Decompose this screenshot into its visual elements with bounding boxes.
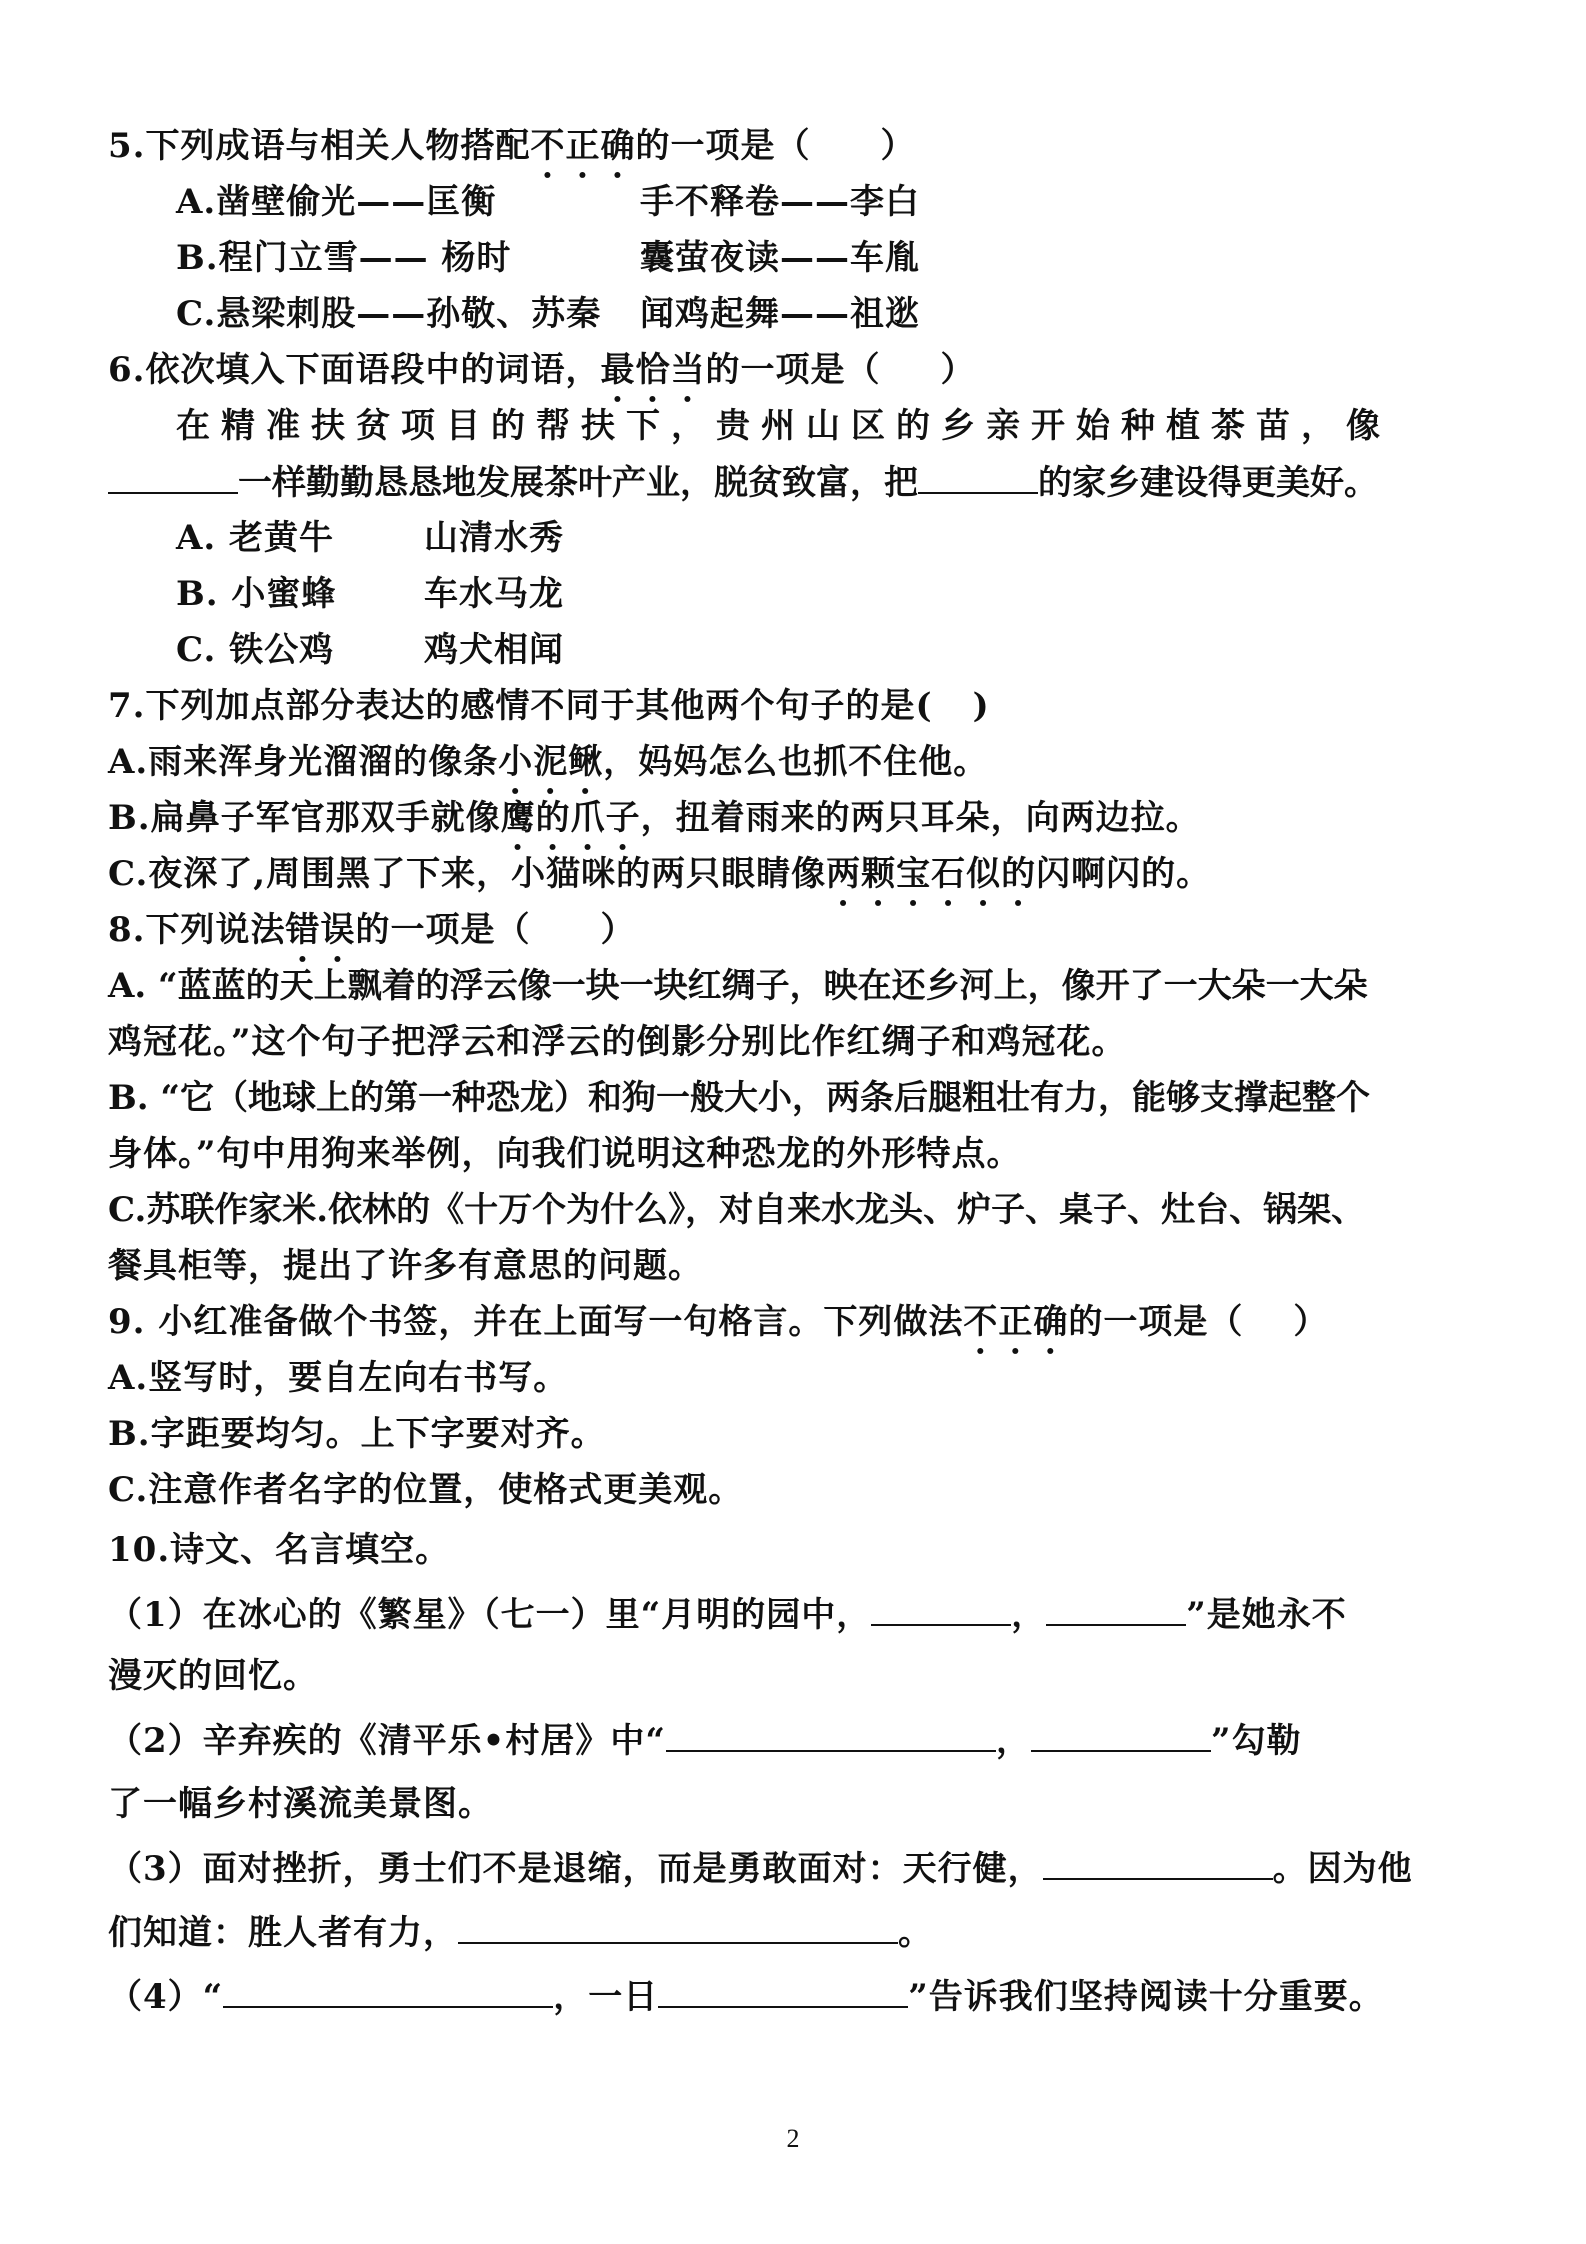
q9-stem-text-2: 的一项是（: [1068, 1302, 1244, 1342]
q7-c-emphasis: 两颗宝石似的: [826, 854, 1037, 894]
fill-blank[interactable]: [658, 1976, 908, 2008]
q10-2-text-2: ”勾勒: [1210, 1721, 1302, 1761]
q7-option-c: [108, 854, 1211, 914]
q7-a-text: A.雨来浑身光溜溜的像条: [108, 742, 499, 782]
q7-stem-close: ): [972, 686, 990, 726]
fill-blank[interactable]: [1043, 1848, 1273, 1880]
q7-a-text-2: ，妈妈怎么也抓不住他。: [603, 742, 989, 782]
q10-4-text-2: ，一日: [553, 1977, 659, 2017]
q6-passage-line-2: [108, 462, 1378, 503]
q6-stem-emphasis: 最恰当: [600, 350, 706, 390]
q6-option-a-value: 山清水秀: [424, 518, 564, 558]
q5-stem-text: 5.下列成语与相关人物搭配: [108, 126, 531, 166]
fill-blank[interactable]: [1031, 1720, 1211, 1752]
q10-2-comma: ，: [995, 1721, 1031, 1761]
q6-stem-text: 6.依次填入下面语段中的词语，: [108, 350, 601, 390]
q10-1-comma: ，: [1011, 1595, 1047, 1635]
fill-blank[interactable]: [918, 462, 1038, 494]
q6-option-c-value: 鸡犬相闻: [424, 630, 564, 670]
q10-item-4: [108, 1976, 1384, 2017]
q6-option-b-value: 车水马龙: [424, 574, 564, 614]
q6-stem-close: ）: [940, 350, 976, 390]
q10-item-3-line-2: [108, 1912, 933, 1953]
q8-option-c-line-2: 餐具柜等，提出了许多有意思的问题。: [108, 1246, 703, 1286]
q6-stem-text-2: 的一项是（: [705, 350, 881, 390]
q5-stem-emphasis: 不正确: [530, 126, 636, 166]
q9-option-b: B.字距要均匀。上下字要对齐。: [108, 1414, 606, 1454]
q6-option-a-label: A. 老黄牛: [176, 518, 335, 558]
q7-b-text: B.扁鼻子军官那双手就像: [108, 798, 501, 838]
fill-blank[interactable]: [458, 1912, 898, 1944]
q7-stem: [108, 686, 990, 726]
q5-option-c-left: C.悬梁刺股——孙敬、苏秦: [176, 294, 602, 334]
q7-option-a: [108, 742, 988, 802]
q5-option-c-right: 闻鸡起舞——祖逖: [640, 294, 920, 334]
q7-option-b: [108, 798, 1201, 858]
q10-stem: 10.诗文、名言填空。: [108, 1530, 451, 1570]
q5-stem-text-2: 的一项是（: [635, 126, 811, 166]
q5-stem-close: ）: [880, 126, 916, 166]
q7-c-text-2: 闪啊闪的。: [1036, 854, 1212, 894]
q7-a-emphasis: 小泥鳅: [498, 742, 604, 782]
q8-option-b-line-1: B. “它（地球上的第一种恐龙）和狗一般大小，两条后腿粗壮有力，能够支撑起整个: [108, 1078, 1370, 1118]
q9-stem-emphasis: 不正确: [963, 1302, 1069, 1342]
q6-passage-line-1: 在精准扶贫项目的帮扶下，贵州山区的乡亲开始种植茶苗，像: [176, 406, 1391, 446]
q10-item-3-line-1: [108, 1848, 1413, 1889]
q8-option-a-line-1: A. “蓝蓝的天上飘着的浮云像一块一块红绸子，映在还乡河上，像开了一大朵一大朵: [108, 966, 1368, 1006]
q10-4-text: （4）“: [108, 1977, 224, 2017]
q10-3-period: 。: [898, 1913, 933, 1953]
q7-stem-text: 7.下列加点部分表达的感情不同于其他两个句子的是(: [108, 686, 933, 726]
q8-stem: [108, 910, 636, 970]
q7-b-text-2: ，扭着雨来的两只耳朵，向两边拉。: [640, 798, 1201, 838]
q10-3-text-3: 们知道：胜人者有力，: [108, 1913, 458, 1953]
q6-option-b-label: B. 小蜜蜂: [176, 574, 337, 614]
q10-item-1-line-1: [108, 1594, 1347, 1635]
q9-option-a: A.竖写时，要自左向右书写。: [108, 1358, 569, 1398]
q9-stem-close: ）: [1293, 1302, 1329, 1342]
q10-3-text: （3）面对挫折，勇士们不是退缩，而是勇敢面对：天行健，: [108, 1849, 1043, 1889]
q7-b-emphasis: 鹰的爪子: [500, 798, 641, 838]
q6-option-c-label: C. 铁公鸡: [176, 630, 335, 670]
fill-blank[interactable]: [1046, 1594, 1186, 1626]
q8-stem-text: 8.下列说法: [108, 910, 286, 950]
fill-blank[interactable]: [108, 462, 238, 494]
q10-3-text-2: 。因为他: [1272, 1849, 1413, 1889]
q10-item-1-line-2: 漫灭的回忆。: [108, 1656, 318, 1696]
fill-blank[interactable]: [223, 1976, 553, 2008]
q10-4-text-3: ”告诉我们坚持阅读十分重要。: [908, 1977, 1384, 2017]
q8-stem-close: ）: [600, 910, 636, 950]
q8-option-a-line-2: 鸡冠花。”这个句子把浮云和浮云的倒影分别比作红绸子和鸡冠花。: [108, 1022, 1127, 1062]
q5-stem: [108, 126, 916, 186]
fill-blank[interactable]: [666, 1720, 996, 1752]
q9-option-c: C.注意作者名字的位置，使格式更美观。: [108, 1470, 744, 1510]
q10-item-2-line-1: [108, 1720, 1302, 1761]
q5-option-b-right: 囊萤夜读——车胤: [640, 238, 920, 278]
q5-option-b-left: B.程门立雪—— 杨时: [176, 238, 512, 278]
q8-stem-text-2: 的一项是（: [355, 910, 531, 950]
q10-1-text-2: ”是她永不: [1186, 1595, 1347, 1635]
q9-stem: [108, 1302, 1328, 1362]
q6-stem: [108, 350, 976, 410]
fill-blank[interactable]: [871, 1594, 1011, 1626]
q8-option-c-line-1: C.苏联作家米.依林的《十万个为什么》，对自来水龙头、炉子、桌子、灶台、锅架、: [108, 1190, 1366, 1230]
q10-item-2-line-2: 了一幅乡村溪流美景图。: [108, 1784, 493, 1824]
q5-option-a-right: 手不释卷——李白: [640, 182, 920, 222]
q6-passage-text-2: 的家乡建设得更美好。: [1038, 463, 1378, 503]
q9-stem-text: 9. 小红准备做个书签，并在上面写一句格言。下列做法: [108, 1302, 964, 1342]
q8-stem-emphasis: 错误: [285, 910, 356, 950]
q5-option-a-left: A.凿壁偷光——匡衡: [176, 182, 497, 222]
q6-passage-text: 一样勤勤恳恳地发展茶叶产业，脱贫致富，把: [238, 463, 918, 503]
page-number: 2: [786, 2124, 800, 2153]
q10-1-text: （1）在冰心的《繁星》（七一）里“月明的园中，: [108, 1595, 872, 1635]
q7-c-text: C.夜深了,周围黑了下来，小猫咪的两只眼睛像: [108, 854, 827, 894]
q10-2-text: （2）辛弃疾的《清平乐•村居》中“: [108, 1721, 666, 1761]
q8-option-b-line-2: 身体。”句中用狗来举例，向我们说明这种恐龙的外形特点。: [108, 1134, 1022, 1174]
